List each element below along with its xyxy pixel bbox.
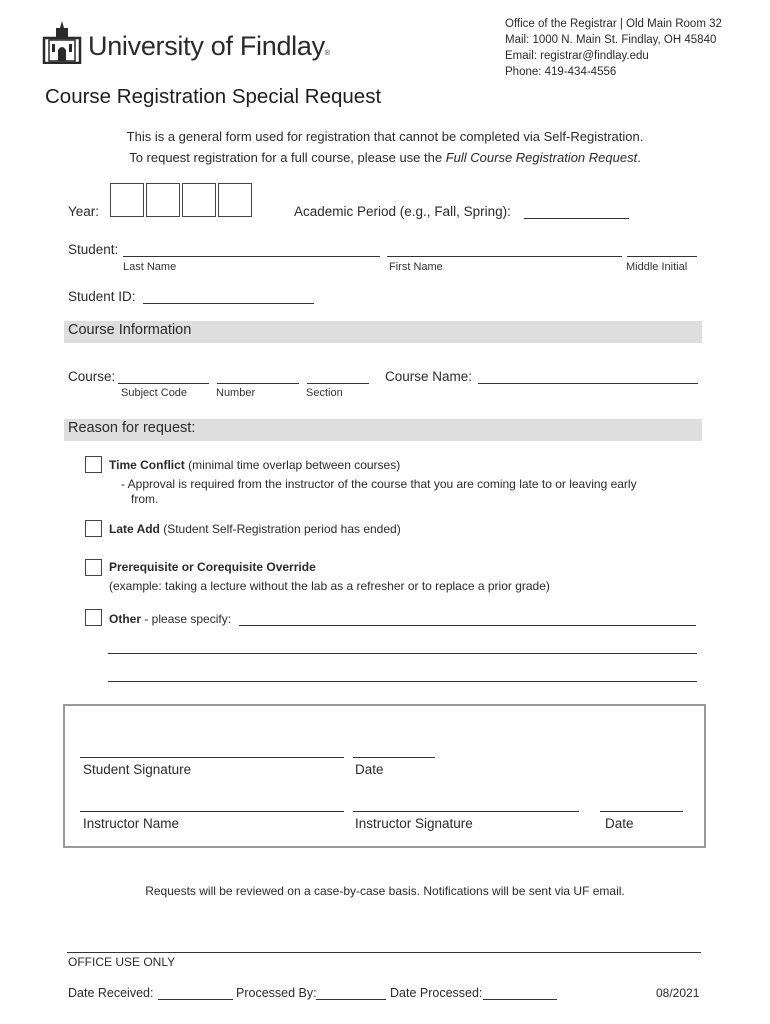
year-digit-box[interactable]: [146, 183, 180, 217]
first-name-caption: First Name: [389, 261, 443, 273]
other-checkbox[interactable]: [85, 609, 102, 626]
student-label: Student:: [68, 242, 119, 257]
time-conflict-checkbox[interactable]: [85, 456, 102, 473]
prereq-override-option: Prerequisite or Corequisite Override: [109, 560, 316, 574]
course-info-header: Course Information: [64, 321, 702, 343]
middle-initial-field[interactable]: [627, 256, 697, 257]
other-option: Other - please specify:: [109, 612, 232, 626]
form-version: 08/2021: [656, 986, 700, 1000]
instructor-date-field[interactable]: [600, 811, 683, 812]
course-number-field[interactable]: [217, 383, 299, 384]
late-add-checkbox[interactable]: [85, 520, 102, 537]
other-specify-line[interactable]: [108, 653, 697, 654]
year-digit-box[interactable]: [182, 183, 216, 217]
year-digit-box[interactable]: [110, 183, 144, 217]
date-received-field[interactable]: [158, 999, 233, 1000]
processed-by-label: Processed By:: [236, 986, 317, 1000]
office-address: Mail: 1000 N. Main St. Findlay, OH 45840: [505, 34, 717, 46]
date-processed-field[interactable]: [483, 999, 557, 1000]
first-name-field[interactable]: [387, 256, 622, 257]
student-date-caption: Date: [355, 762, 384, 777]
instructor-date-caption: Date: [605, 816, 634, 831]
student-id-field[interactable]: [143, 303, 314, 304]
instructor-name-caption: Instructor Name: [83, 816, 180, 831]
academic-period-field[interactable]: [524, 218, 629, 219]
prereq-example: (example: taking a lecture without the lab as a refresher or to replace a prior grade): [109, 579, 550, 593]
late-add-option: Late Add (Student Self-Registration period has ended): [109, 522, 401, 536]
full-course-request-link[interactable]: Full Course Registration Request: [445, 150, 638, 165]
course-label: Course:: [68, 369, 116, 384]
section-caption: Section: [306, 387, 343, 399]
prereq-override-checkbox[interactable]: [85, 559, 102, 576]
instructor-name-field[interactable]: [80, 811, 344, 812]
office-line: Office of the Registrar | Old Main Room 32: [505, 18, 722, 30]
other-specify-line[interactable]: [108, 681, 697, 682]
student-signature-caption: Student Signature: [83, 762, 192, 777]
section-field[interactable]: [307, 383, 369, 384]
time-conflict-note: - Approval is required from the instructor of the course that you are coming late to or leaving early: [121, 477, 637, 491]
date-processed-label: Date Processed:: [390, 986, 483, 1000]
year-label: Year:: [68, 204, 100, 219]
other-specify-field[interactable]: [239, 625, 696, 626]
course-name-label: Course Name:: [385, 369, 473, 384]
form-title: Course Registration Special Request: [45, 85, 382, 108]
university-logo-text: University of Findlay®: [88, 31, 330, 61]
review-note: Requests will be reviewed on a case-by-case basis. Notifications will be sent via UF email.: [145, 884, 625, 898]
university-seal-icon: [42, 20, 82, 64]
instructor-signature-field[interactable]: [353, 811, 579, 812]
office-use-label: OFFICE USE ONLY: [68, 955, 176, 969]
intro-line-1: This is a general form used for registration that cannot be completed via Self-Registration.: [126, 129, 644, 144]
subject-code-field[interactable]: [118, 383, 209, 384]
last-name-caption: Last Name: [123, 261, 177, 273]
number-caption: Number: [216, 387, 256, 399]
office-contact: [505, 16, 722, 80]
date-received-label: Date Received:: [68, 986, 154, 1000]
student-signature-field[interactable]: [80, 757, 344, 758]
instructor-signature-caption: Instructor Signature: [355, 816, 473, 831]
time-conflict-note-cont: from.: [131, 492, 159, 506]
office-use-divider: [67, 952, 701, 953]
last-name-field[interactable]: [123, 256, 380, 257]
academic-period-label: Academic Period (e.g., Fall, Spring):: [294, 204, 511, 219]
processed-by-field[interactable]: [316, 999, 386, 1000]
office-email: Email: registrar@findlay.edu: [505, 50, 649, 62]
intro-line-2: To request registration for a full course, please use the Full Course Registration Request.: [129, 150, 641, 165]
course-name-field[interactable]: [478, 383, 698, 384]
student-id-label: Student ID:: [68, 289, 136, 304]
student-date-field[interactable]: [353, 757, 435, 758]
middle-initial-caption: Middle Initial: [626, 261, 688, 273]
subject-code-caption: Subject Code: [121, 387, 188, 399]
reason-header: Reason for request:: [64, 419, 702, 441]
time-conflict-option: Time Conflict (minimal time overlap between courses): [109, 458, 401, 472]
office-phone: Phone: 419-434-4556: [505, 66, 617, 78]
year-digit-box[interactable]: [218, 183, 252, 217]
